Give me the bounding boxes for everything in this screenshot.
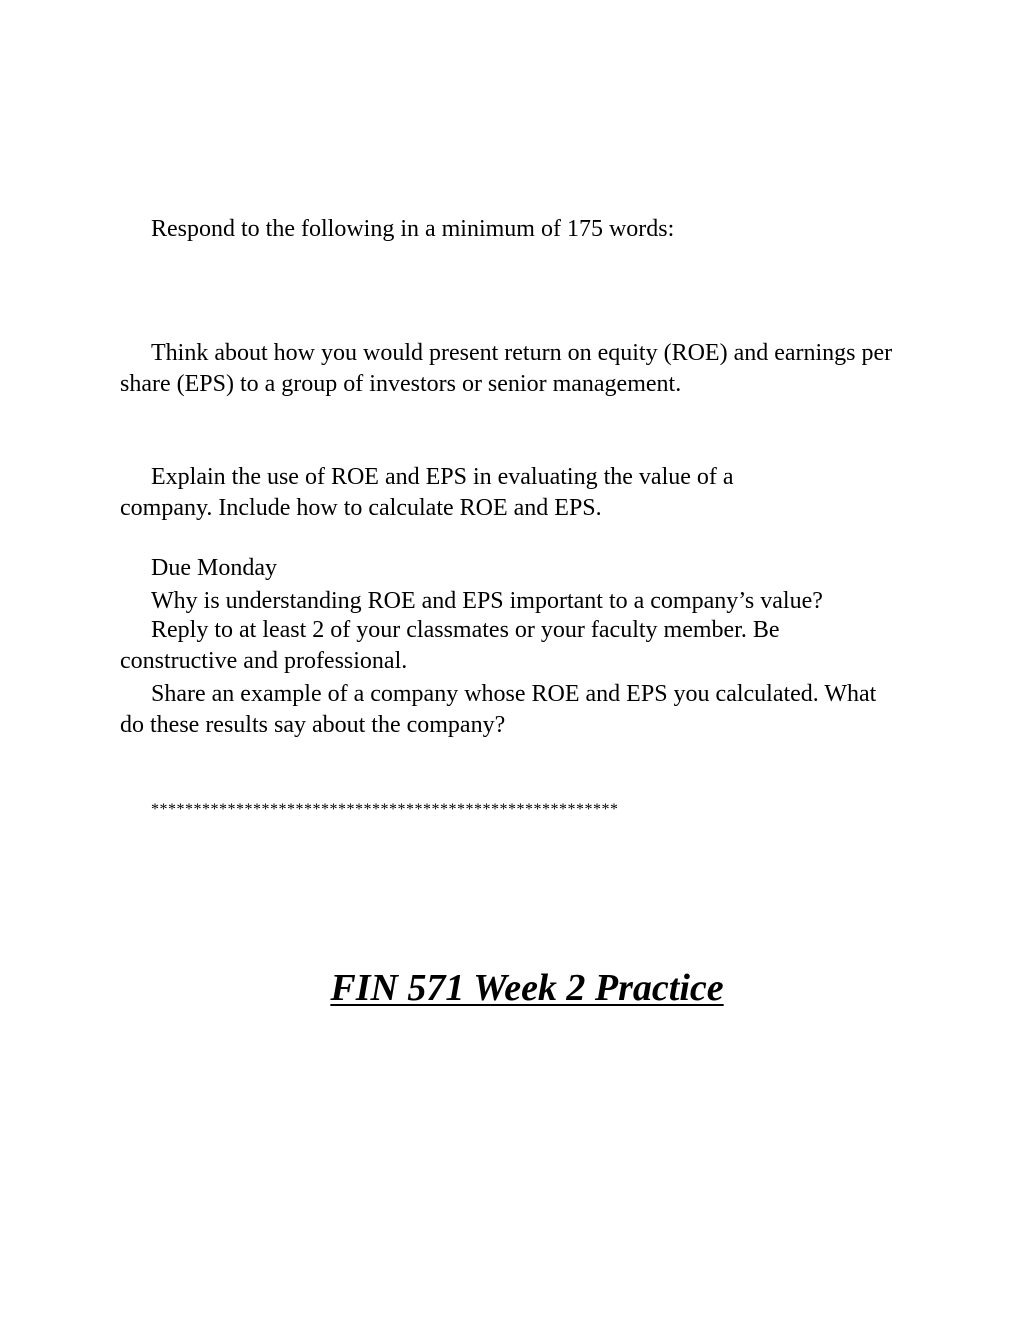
prompt-1: Think about how you would present return on equity (ROE) and earnings per share (EPS) to a group of investors or senior management.	[120, 340, 899, 397]
prompt-4: Share an example of a company whose ROE and EPS you calculated. What do these results say about the company?	[120, 681, 883, 738]
instruction-text: Respond to the following in a minimum of 175 words:	[151, 216, 675, 242]
prompt-block	[120, 276, 900, 803]
due-date-text: Due Monday	[151, 555, 277, 581]
prompt-2: Explain the use of ROE and EPS in evaluating the value of a company. Include how to calculate ROE and EPS.	[120, 464, 740, 521]
page-heading: FIN 571 Week 2 Practice	[330, 967, 724, 1009]
reply-instruction-text: Reply to at least 2 of your classmates or your faculty member. Be constructive and professional.	[120, 617, 786, 674]
separator-line: *******************************************************	[151, 801, 619, 818]
prompt-3: Why is understanding ROE and EPS important to a company’s value?	[151, 588, 823, 614]
